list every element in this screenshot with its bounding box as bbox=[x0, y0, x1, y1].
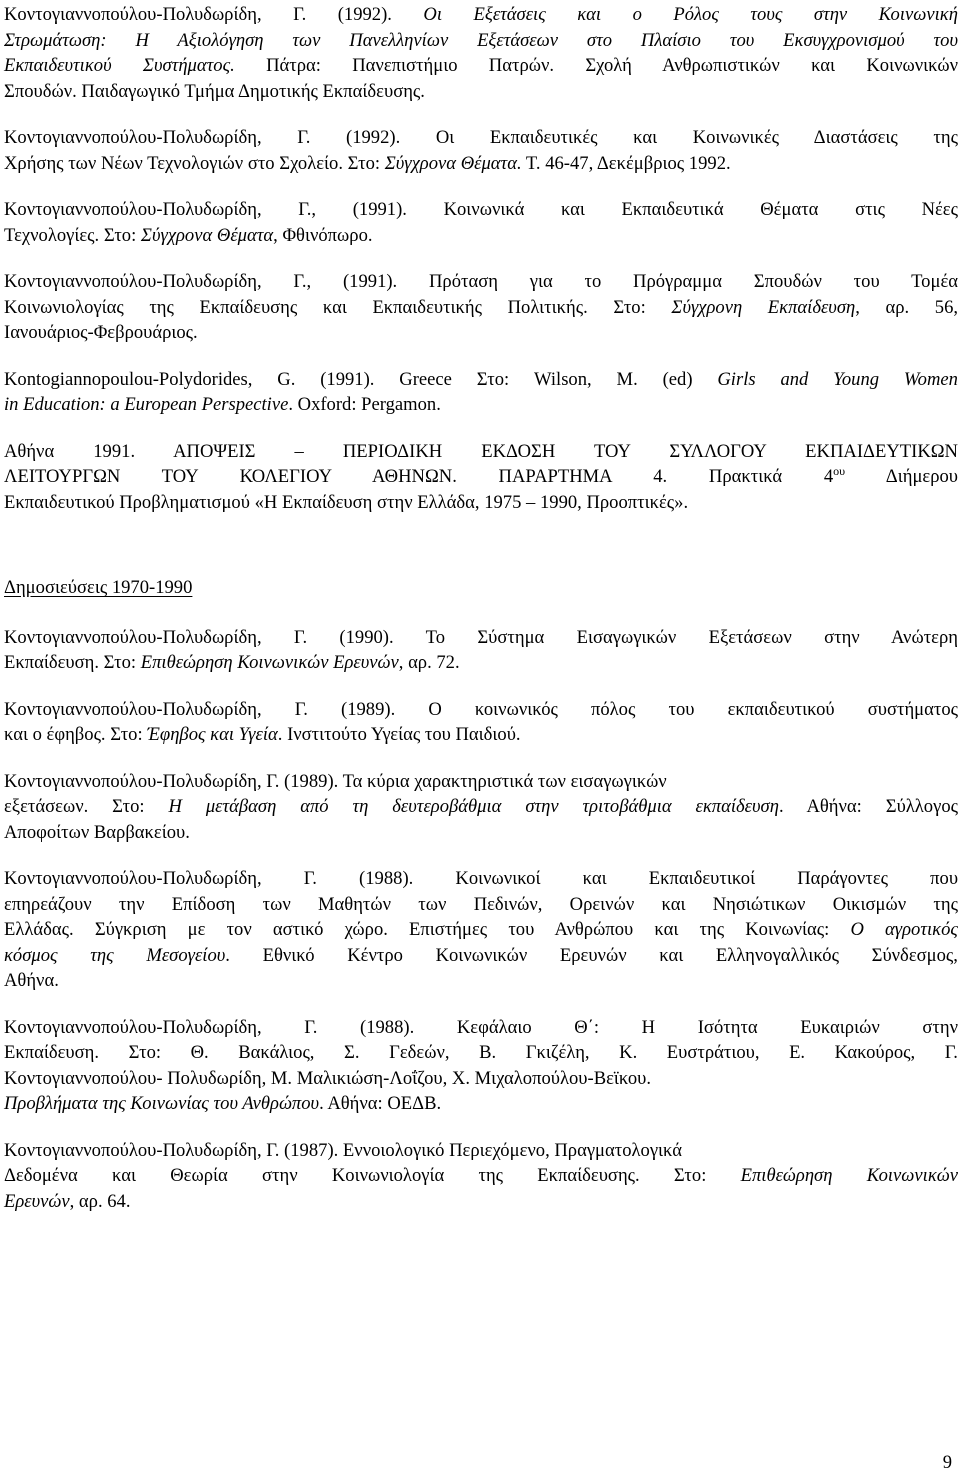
bibliography-entry bbox=[4, 625, 958, 676]
entry-line bbox=[4, 1040, 958, 1066]
entry-text: Ιανουάριος-Φεβρουάριος. bbox=[4, 322, 198, 343]
entry-text: και ο έφηβος. Στο: bbox=[4, 724, 148, 745]
entry-line bbox=[4, 722, 958, 748]
entry-text: Πάτρα: Πανεπιστήμιο Πατρών. Σχολή Ανθρωπιστικών και Κοινωνικών bbox=[234, 55, 958, 76]
entry-text: Αθήνα. bbox=[4, 970, 59, 991]
entry-text: Κοντογιαννοπούλου-Πολυδωρίδη, Γ. (1992). bbox=[4, 4, 424, 25]
entry-italic-text: Η μετάβαση από τη δευτεροβάθμια στην τριτοβάθμια εκπαίδευση bbox=[168, 796, 779, 817]
entry-line bbox=[4, 769, 958, 795]
entry-text: . Αθήνα: Σύλλογος bbox=[778, 796, 958, 817]
entry-line bbox=[4, 697, 958, 723]
entry-text: , αρ. 64. bbox=[69, 1190, 131, 1212]
entry-line bbox=[4, 151, 958, 177]
entry-line bbox=[4, 917, 958, 943]
entry-line bbox=[4, 1091, 958, 1117]
entry-text: Εκπαίδευση. Στο: Θ. Βακάλιος, Σ. Γεδεών, Β. Γκιζέλη, Κ. Ευστράτιου, Ε. Κακούρος, Γ. bbox=[4, 1042, 958, 1063]
entry-line bbox=[4, 392, 958, 418]
entry-text: Κοντογιαννοπούλου-Πολυδωρίδη, Γ., (1991). Πρόταση για το Πρόγραμμα Σπουδών του Τομέα bbox=[4, 271, 958, 292]
entry-line bbox=[4, 464, 958, 490]
entry-line bbox=[4, 943, 958, 969]
entry-line bbox=[4, 28, 958, 54]
entry-line bbox=[4, 2, 958, 28]
bibliography-entry bbox=[4, 439, 958, 516]
entry-italic-text: Ερευνών bbox=[4, 1190, 70, 1212]
entry-italic-text: Επιθεώρηση Κοινωνικών bbox=[740, 1165, 958, 1186]
entry-line bbox=[4, 968, 958, 994]
bibliography-entry bbox=[4, 866, 958, 994]
entry-text: Κοντογιαννοπούλου-Πολυδωρίδη, Γ. (1990). Το Σύστημα Εισαγωγικών Εξετάσεων στην Ανώτερη bbox=[4, 626, 958, 648]
entry-text: Κοντογιαννοπούλου-Πολυδωρίδη, Γ. (1988). Κεφάλαιο Θ΄: Η Ισότητα Ευκαιριών στην bbox=[4, 1016, 958, 1038]
entry-text: Κοντογιαννοπούλου-Πολυδωρίδη, Γ. (1987). Εννοιολογικό Περιεχόμενο, Πραγματολογικά bbox=[4, 1139, 682, 1161]
entry-text: ΛΕΙΤΟΥΡΓΩΝ ΤΟΥ ΚΟΛΕΓΙΟΥ ΑΘΗΝΩΝ. ΠΑΡΑΡΤΗΜΑ 4. Πρακτικά 4 bbox=[4, 466, 834, 487]
entry-text: εξετάσεων. Στο: bbox=[4, 796, 169, 817]
entry-line bbox=[4, 490, 958, 516]
entry-text: Κοντογιαννοπούλου-Πολυδωρίδη, Γ. (1988). Κοινωνικοί και Εκπαιδευτικοί Παράγοντες που bbox=[4, 868, 959, 889]
entry-italic-text: Στρωμάτωση: Η Αξιολόγηση των Πανελληνίων Εξετάσεων στο Πλαίσιο του Εκσυγχρονισμού του bbox=[4, 29, 959, 51]
bibliography-entry bbox=[4, 125, 958, 176]
bibliography-entry bbox=[4, 697, 958, 748]
entry-text: επηρεάζουν την Επίδοση των Μαθητών των Πεδινών, Ορεινών και Νησιώτικων Οικισμών της bbox=[4, 893, 958, 915]
entry-line bbox=[4, 866, 958, 892]
entry-line bbox=[4, 197, 958, 223]
entry-line bbox=[4, 367, 958, 393]
section-heading bbox=[4, 575, 958, 601]
entry-text: Κοινωνιολογίας της Εκπαίδευσης και Εκπαιδευτικής Πολιτικής. Στο: bbox=[4, 296, 672, 318]
page-number: 9 bbox=[942, 1452, 952, 1473]
bibliography-list-before bbox=[4, 2, 958, 515]
entry-text: , αρ. 56, bbox=[855, 296, 959, 318]
entry-line bbox=[4, 125, 958, 151]
entry-text: Κοντογιαννοπούλου-Πολυδωρίδη, Γ. (1989). Ο κοινωνικός πόλος του εκπαιδευτικού συστήματος bbox=[4, 698, 959, 720]
entry-text: Αθήνα 1991. ΑΠΟΨΕΙΣ – ΠΕΡΙΟΔΙΚΗ ΕΚΔΟΣΗ ΤΟΥ ΣΥΛΛΟΓΟΥ ΕΚΠΑΙΔΕΥΤΙΚΩΝ bbox=[4, 440, 958, 462]
entry-text: Ελλάδας. Σύγκριση με τον αστικό χώρο. Επιστήμες του Ανθρώπου και της Κοινωνίας: bbox=[4, 919, 851, 940]
entry-line bbox=[4, 439, 958, 465]
entry-line bbox=[4, 1163, 958, 1189]
entry-italic-text: in Education: a European Perspective bbox=[4, 394, 289, 415]
entry-text: Κοντογιαννοπούλου- Πολυδωρίδη, Μ. Μαλικιώση-Λοΐζου, Χ. Μιχαλοπούλου-Βεϊκου. bbox=[4, 1067, 652, 1089]
bibliography-entry bbox=[4, 1138, 958, 1215]
entry-text: Δεδομένα και Θεωρία στην Κοινωνιολογία της Εκπαίδευσης. Στο: bbox=[4, 1165, 741, 1186]
entry-italic-text: Έφηβος και Υγεία bbox=[147, 724, 278, 745]
entry-italic-text: Εκπαιδευτικού Συστήματος. bbox=[4, 55, 235, 76]
entry-italic-text: Ο αγροτικός bbox=[850, 919, 958, 940]
entry-text: Κοντογιαννοπούλου-Πολυδωρίδη, Γ. (1992). Οι Εκπαιδευτικές και Κοινωνικές Διαστάσεις της bbox=[4, 127, 958, 148]
entry-italic-text: Σύγχρονα Θέματα bbox=[140, 224, 274, 246]
entry-line bbox=[4, 295, 958, 321]
entry-line bbox=[4, 320, 958, 346]
entry-text: . Εθνικό Κέντρο Κοινωνικών Ερευνών και Ελληνογαλλικός Σύνδεσμος, bbox=[225, 944, 958, 966]
entry-text: Κοντογιαννοπούλου-Πολυδωρίδη, Γ. (1989). Τα κύρια χαρακτηριστικά των εισαγωγικών bbox=[4, 770, 667, 792]
entry-line bbox=[4, 892, 958, 918]
entry-text: Αποφοίτων Βαρβακείου. bbox=[4, 821, 190, 843]
entry-text: . Oxford: Pergamon. bbox=[288, 394, 441, 415]
entry-line bbox=[4, 820, 958, 846]
entry-italic-text: Οι Εξετάσεις και ο Ρόλος τους στην Κοινωνική bbox=[423, 4, 958, 25]
bibliography-list-after bbox=[4, 625, 958, 1215]
entry-line bbox=[4, 650, 958, 676]
entry-italic-text: Επιθεώρηση Κοινωνικών Ερευνών bbox=[140, 652, 399, 673]
entry-text: Εκπαίδευση. Στο: bbox=[4, 652, 141, 673]
entry-line bbox=[4, 223, 958, 249]
section-heading-text: Δημοσιεύσεις 1970-1990 bbox=[4, 577, 193, 598]
entry-text: Τ. 46-47, Δεκέμβριος 1992. bbox=[521, 152, 731, 174]
entry-line bbox=[4, 1138, 958, 1164]
entry-line bbox=[4, 79, 958, 105]
entry-text: Εκπαιδευτικού Προβληματισμού «Η Εκπαίδευση στην Ελλάδα, 1975 – 1990, Προοπτικές». bbox=[4, 491, 689, 513]
entry-superscript: ου bbox=[833, 463, 846, 478]
entry-text: . Αθήνα: ΟΕΔΒ. bbox=[319, 1093, 442, 1114]
entry-line bbox=[4, 625, 958, 651]
entry-text: , Φθινόπωρο. bbox=[273, 224, 373, 246]
entry-line bbox=[4, 1066, 958, 1092]
entry-italic-text: κόσμος της Μεσογείου bbox=[4, 944, 226, 966]
bibliography-entry bbox=[4, 269, 958, 346]
entry-text: , αρ. 72. bbox=[398, 652, 460, 673]
entry-line bbox=[4, 1189, 958, 1215]
entry-text: Kontogiannopoulou-Polydorides, G. (1991). Greece Στο: Wilson, M. (ed) bbox=[4, 368, 718, 390]
bibliography-entry bbox=[4, 769, 958, 846]
entry-italic-text: Girls and Young Women bbox=[717, 368, 958, 390]
bibliography-entry bbox=[4, 367, 958, 418]
entry-line bbox=[4, 53, 958, 79]
entry-italic-text: Προβλήματα της Κοινωνίας του Ανθρώπου bbox=[4, 1093, 320, 1114]
entry-text: Σπουδών. Παιδαγωγικό Τμήμα Δημοτικής Εκπαίδευσης. bbox=[4, 80, 425, 102]
entry-text: Διήμερου bbox=[845, 466, 959, 487]
entry-line bbox=[4, 269, 958, 295]
bibliography-entry bbox=[4, 2, 958, 104]
entry-text: Κοντογιαννοπούλου-Πολυδωρίδη, Γ., (1991). Κοινωνικά και Εκπαιδευτικά Θέματα στις Νέες bbox=[4, 199, 958, 220]
entry-italic-text: Σύγχρονη Εκπαίδευση bbox=[671, 296, 856, 318]
entry-text: . Ινστιτούτο Υγείας του Παιδιού. bbox=[277, 724, 521, 745]
entry-italic-text: Σύγχρονα Θέματα. bbox=[384, 152, 522, 174]
entry-line bbox=[4, 794, 958, 820]
bibliography-entry bbox=[4, 1015, 958, 1117]
entry-text: Χρήσης των Νέων Τεχνολογιών στο Σχολείο. Στο: bbox=[4, 152, 385, 174]
entry-line bbox=[4, 1015, 958, 1041]
document-page bbox=[4, 2, 958, 1235]
entry-text: Τεχνολογίες. Στο: bbox=[4, 224, 141, 246]
bibliography-entry bbox=[4, 197, 958, 248]
